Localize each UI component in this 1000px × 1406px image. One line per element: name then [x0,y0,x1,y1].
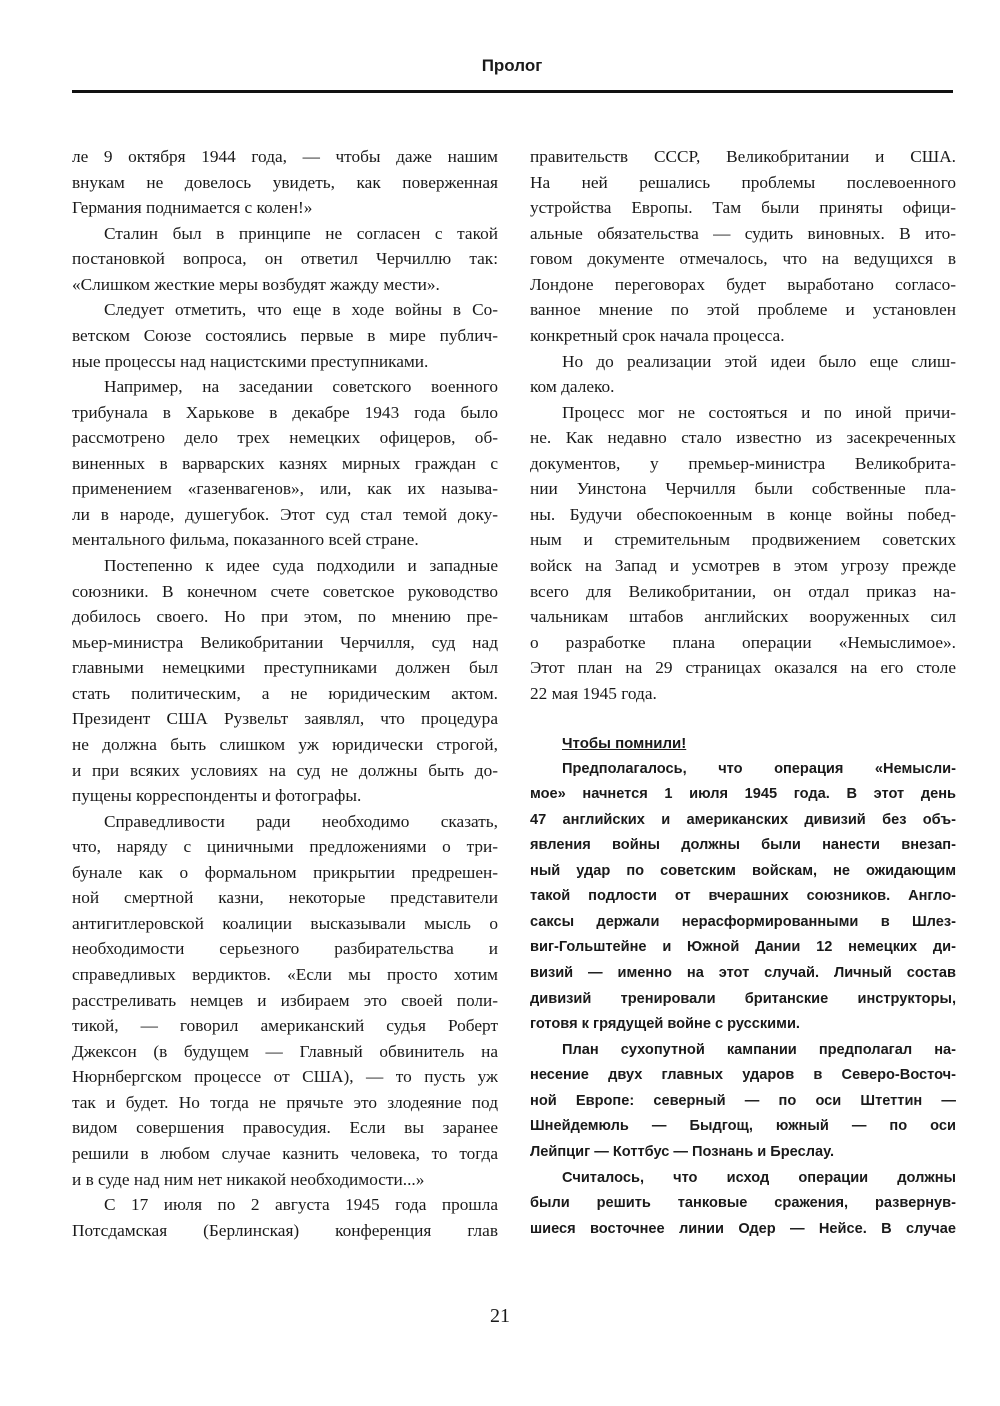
text-line: виненных в варварских казнях мирных граждан с [72,453,498,473]
highlight-text-line: Предполагалось, что операция «Немысли- [562,760,956,777]
highlight-text-line: Считалось, что исход операции должны [562,1169,956,1186]
text-line: применением «газенвагенов», или, как их называ- [72,479,498,499]
text-line: Справедливости ради необходимо сказать, [104,811,498,831]
highlight-text-line: несение двух главных ударов в Северо-Восточ- [530,1067,956,1084]
text-line: чальникам штабов английских вооруженных сил [530,607,956,627]
text-line: нии Уинстона Черчилля были собственные пла- [530,479,956,499]
highlight-text-line: Шнейдемюль — Быдгощ, южный — по оси [530,1118,956,1135]
text-line: ные процессы над нацистскими преступниками. [72,351,429,371]
text-line: рассмотрено дело трех немецких офицеров, об- [72,428,498,448]
highlight-text-line: 47 английских и американских дивизий без объ- [530,811,956,828]
text-line: ли в народе, душегубок. Этот суд стал темой доку- [72,504,498,524]
text-line: видом совершения правосудия. Если вы заранее [72,1118,498,1138]
highlight-text-line: виг-Гольштейне и Южной Дании 12 немецких ди- [530,939,956,956]
text-line: и при всяких условиях на суд не должны быть до- [72,760,498,780]
text-line: постановкой вопроса, он ответил Черчиллю так: [72,249,498,269]
page-number: 21 [490,1305,510,1327]
text-line: ным и стремительным продвижением советских [530,530,956,550]
text-line: Сталин был в принципе не согласен с такой [104,223,498,243]
running-header: Пролог [481,56,543,75]
text-line: документов, у премьер-министра Великобрита- [530,453,956,473]
highlight-text-line: ный удар по советским войскам, не ожидающим [530,862,956,879]
text-line: расстреливать немцев и избираем это своей поли- [72,990,498,1010]
text-line: Потсдамская (Берлинская) конференция глав [72,1220,498,1240]
highlight-text-line: такой подлости от вчерашних союзников. Англо- [530,888,956,905]
text-line: внукам не довелось увидеть, как поверженная [72,172,498,192]
highlight-text-line: План сухопутной кампании предполагал на- [562,1041,956,1058]
text-line: Процесс мог не состояться и по иной причи- [562,402,956,422]
text-line: добилось своего. Но при этом, по мнению пре- [72,607,498,627]
header-rule [72,90,953,93]
text-line: ментального фильма, показанного всей стране. [72,530,419,550]
text-line: тикой, — говорил американский судья Роберт [72,1016,498,1036]
sidebar-heading: Чтобы помнили! [562,734,687,752]
text-line: ветском Союзе состоялись первые в мире публич- [72,325,498,345]
text-line: Этот план на 29 страницах оказался на его столе [530,658,956,678]
text-line: С 17 июля по 2 августа 1945 года прошла [104,1195,498,1215]
text-line: На ней решались проблемы послевоенного [530,172,956,192]
text-line: устройства Европы. Там были приняты офици- [530,198,956,218]
highlight-text-line: были решить танковые сражения, развернув- [530,1195,956,1212]
text-line: главными немецкими преступниками должен был [72,658,498,678]
text-line: конкретный срок начала процесса. [530,325,785,345]
text-line: антигитлеровской коалиции высказывали мысль о [72,913,498,933]
highlight-text-line: шиеся восточнее линии Одер — Нейсе. В случае [530,1220,956,1237]
text-line: мьер-министра Великобритании Черчилля, суд над [72,632,498,652]
text-line: трибунала в Харькове в декабре 1943 года было [72,402,498,422]
text-line: Джексон (в будущем — Главный обвинитель на [72,1041,498,1061]
highlight-text-line: Лейпциг — Коттбус — Познань и Бреслау. [530,1143,834,1160]
text-line: о разработке плана операции «Немыслимое». [530,632,956,652]
text-line: Например, на заседании советского военного [104,377,498,397]
text-line: необходимости серьезного разбирательства и [72,939,498,959]
highlight-text-line: ной Европе: северный — по оси Штеттин — [530,1092,956,1109]
text-line: Постепенно к идее суда подходили и западные [104,556,498,575]
text-line: Президент США Рузвельт заявлял, что процедура [72,709,498,729]
text-line: правительств СССР, Великобритании и США. [530,147,956,166]
highlight-text-line: явления войны должны были нанести внезап- [530,837,956,854]
text-line: Следует отметить, что еще в ходе войны в Со- [104,300,498,320]
highlight-text-line: мое» начнется 1 июля 1945 года. В этот день [530,786,956,803]
text-line: Но до реализации этой идеи было еще слиш- [562,351,956,371]
text-line: ны. Будучи обеспокоенным в конце войны побед- [530,504,956,524]
text-line: Нюрнбергском процессе от США), — то пусть уж [72,1067,498,1087]
text-line: союзники. В конечном счете советское руководство [72,581,498,601]
text-line: пущены корреспонденты и фотографы. [72,786,362,806]
highlight-text-line: саксы держали нерасформированными в Шлез- [530,913,956,930]
text-line: войск на Запад и усмотрев в этом угрозу прежде [530,556,956,575]
text-line: бунале как о формальном прикрытии предрешен- [72,862,498,882]
left-column [72,147,498,1246]
text-line: так и будет. Но тогда не прячьте это злодеяние под [72,1092,498,1112]
text-line: всего для Великобритании, он отдал приказ на- [530,581,956,601]
text-line [530,709,956,735]
highlight-text-line: дивизий тренировали британские инструкторы, [530,990,956,1007]
highlight-text-line: готовя к грядущей войне с русскими. [530,1016,800,1033]
text-line: «Слишком жесткие меры возбудят жажду мести». [72,274,440,294]
text-line: альные обязательства — судить виновных. В ито- [530,223,956,243]
text-line: Германия поднимается с колен!» [72,198,313,218]
text-line: ванное мнение по этой проблеме и установлен [530,300,956,320]
text-line: ной смертной казни, некоторые представители [72,888,498,908]
text-line: ле 9 октября 1944 года, — чтобы даже нашим [72,147,498,166]
text-line: решили в любом случае казнить человека, то тогда [72,1143,498,1163]
text-line: Лондоне переговорах будет выработано согласо- [530,274,956,294]
text-line: не должна быть слишком уж юридически строгой, [72,734,498,754]
text-line: не. Как недавно стало известно из засекреченных [530,428,956,448]
text-line: справедливых вердиктов. «Если мы просто хотим [72,965,498,984]
right-column [530,147,956,1246]
highlight-text-line: визий — именно на этот случай. Личный состав [530,965,956,981]
text-line: стать политическим, а не юридическим актом. [72,683,498,703]
text-line: говом документе отмечалось, что на ведущихся в [530,249,956,269]
text-line: что, наряду с циничными предложениями о три- [72,837,498,857]
text-line: ком далеко. [530,377,615,397]
text-line: и в суде над ним нет никакой необходимости...» [72,1169,425,1189]
text-line: 22 мая 1945 года. [530,683,657,703]
